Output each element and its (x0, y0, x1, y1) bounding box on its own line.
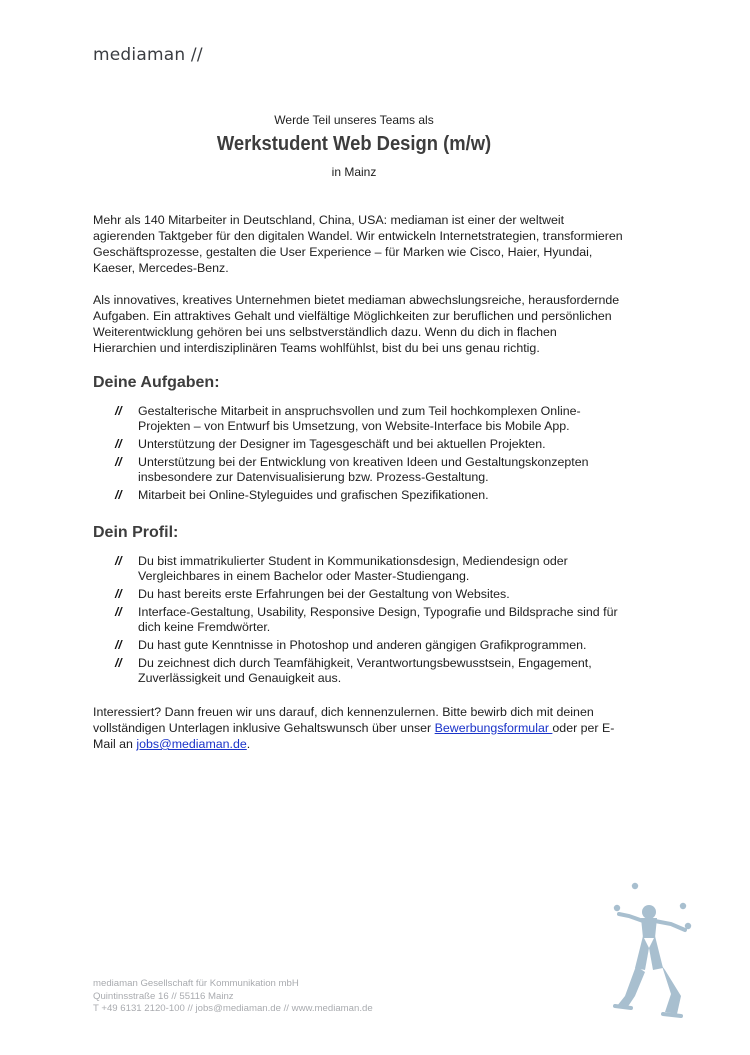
bullet-icon: // (115, 587, 122, 601)
intro-line: Werde Teil unseres Teams als (274, 113, 434, 127)
tasks-heading: Deine Aufgaben: (93, 374, 220, 391)
list-item: // Du hast gute Kenntnisse in Photoshop und anderen gängigen Grafikprogrammen. (115, 638, 587, 652)
job-title: Werkstudent Web Design (m/w) (216, 133, 492, 155)
application-form-link[interactable]: Bewerbungsformular (434, 721, 553, 735)
footer-address: Quintinsstraße 16 // 55116 Mainz (93, 990, 234, 1002)
list-item: // Unterstützung bei der Entwicklung von kreativen Ideen und Gestaltungskonzepten insbesondere zur Datenvisualisierung bzw. Prozess-Gestaltung. (115, 455, 589, 484)
bullet-icon: // (115, 437, 122, 451)
bullet-icon: // (115, 404, 122, 418)
company-intro-paragraph: Mehr als 140 Mitarbeiter in Deutschland, China, USA: mediaman ist einer der weltweit agierenden Taktgeber für den digitalen Wandel. Wir entwickeln Internetstrategien, transformieren Geschäftsprozesse, gestalten die User Experience – für Marken wie Cisco, Haier, Hyundai, Kaeser, Mercedes-Benz. (93, 213, 623, 275)
profile-list (93, 554, 623, 689)
bullet-icon: // (115, 554, 122, 568)
footer-company: mediaman Gesellschaft für Kommunikation mbH (93, 978, 299, 989)
job-location: in Mainz (331, 165, 377, 179)
list-item: // Interface-Gestaltung, Usability, Responsive Design, Typografie und Bildsprache sind für dich keine Fremdwörter. (115, 605, 618, 634)
list-item: // Gestalterische Mitarbeit in anspruchsvollen und zum Teil hochkomplexen Online-Projekten – von Entwurf bis Umsetzung, von Website-Interface bis Mobile App. (115, 404, 581, 433)
bullet-icon: // (115, 605, 122, 619)
bullet-icon: // (115, 488, 122, 502)
tasks-list (93, 404, 623, 506)
juggler-mascot-icon (605, 878, 697, 1033)
company-logo: mediaman // (93, 45, 203, 65)
profile-heading: Dein Profil: (93, 524, 179, 541)
list-item: // Du hast bereits erste Erfahrungen bei der Gestaltung von Websites. (115, 587, 510, 601)
closing-paragraph: Interessiert? Dann freuen wir uns darauf, dich kennenzulernen. Bitte bewirb dich mit deinen vollständigen Unterlagen inklusive Gehaltswunsch über unser Bewerbungsformular oder per E-Mail an jobs@mediaman.de. (93, 705, 615, 751)
bullet-icon: // (115, 638, 122, 652)
bullet-icon: // (115, 455, 122, 469)
list-item: // Mitarbeit bei Online-Styleguides und grafischen Spezifikationen. (115, 488, 489, 502)
bullet-icon: // (115, 656, 122, 670)
footer (93, 978, 373, 1016)
email-link[interactable]: jobs@mediaman.de (136, 737, 247, 751)
list-item: // Du zeichnest dich durch Teamfähigkeit, Verantwortungsbewusstsein, Engagement, Zuverlässigkeit und Genauigkeit aus. (115, 656, 592, 685)
list-item: // Du bist immatrikulierter Student in Kommunikationsdesign, Mediendesign oder Vergleichbares in einem Bachelor oder Master-Studiengang. (115, 554, 568, 583)
footer-contact: T +49 6131 2120-100 // jobs@mediaman.de // www.mediaman.de (93, 1003, 373, 1014)
list-item: // Unterstützung der Designer im Tagesgeschäft und bei aktuellen Projekten. (115, 437, 546, 451)
company-offer-paragraph: Als innovatives, kreatives Unternehmen bietet mediaman abwechslungsreiche, herausfordernde Aufgaben. Ein attraktives Gehalt und vielfältige Möglichkeiten zur beruflichen und persönlichen Weiterentwicklung gehören bei uns selbstverständlich dazu. Wenn du dich in flachen Hierarchien und interdisziplinären Teams wohlfühlst, bist du bei uns genau richtig. (93, 293, 620, 355)
